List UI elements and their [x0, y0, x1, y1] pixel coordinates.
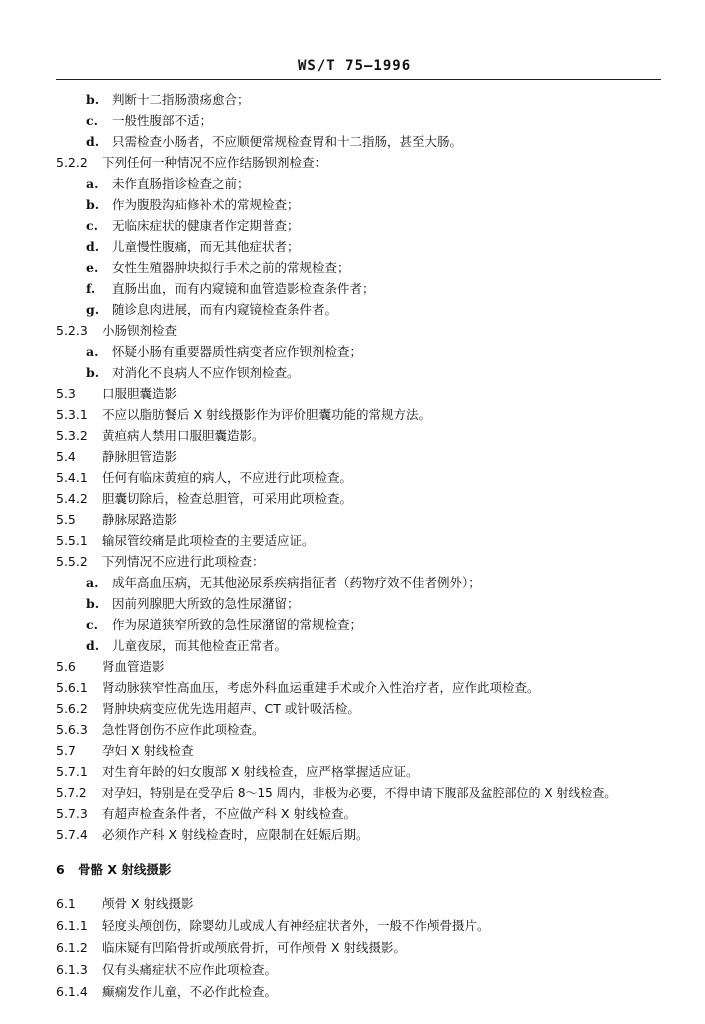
clause: 5.7.1 对生育年龄的妇女腹部 X 射线检查，应严格掌握适应证。 [56, 764, 419, 779]
list-item: d. 儿童慢性腹痛，而无其他症状者； [86, 239, 300, 254]
list-item: a. 成年高血压病，无其他泌尿系疾病指征者（药物疗效不佳者例外）； [86, 575, 481, 590]
clause: 5.4.2 胆囊切除后，检查总胆管，可采用此项检查。 [56, 491, 353, 506]
list-item: b. 判断十二指肠溃疡愈合； [86, 92, 250, 107]
list-item: a. 怀疑小肠有重要器质性病变者应作钡剂检查； [86, 344, 363, 359]
list-item: g. 随诊息肉进展，而有内窥镜检查条件者。 [86, 302, 338, 317]
clause: 5.6.1 肾动脉狭窄性高血压，考虑外科血运重建手术或介入性治疗者，应作此项检查。 [56, 680, 540, 695]
section-heading: 5.6 肾血管造影 [56, 659, 165, 674]
clause: 6.1.1 轻度头颅创伤，除婴幼儿或成人有神经症状者外，一般不作颅骨摄片。 [56, 918, 490, 933]
clause: 6.1.2 临床疑有凹陷骨折或颅底骨折，可作颅骨 X 射线摄影。 [56, 940, 407, 955]
clause: 5.3.1 不应以脂肪餐后 X 射线摄影作为评价胆囊功能的常规方法。 [56, 407, 432, 422]
section-heading: 6.1 颅骨 X 射线摄影 [56, 896, 194, 911]
list-item: c. 作为尿道狭窄所致的急性尿潴留的常规检查； [86, 617, 363, 632]
clause: 5.7.3 有超声检查条件者，不应做产科 X 射线检查。 [56, 806, 357, 821]
clause: 5.5.1 输尿管绞痛是此项检查的主要适应证。 [56, 533, 315, 548]
list-item: e. 女性生殖器肿块拟行手术之前的常规检查； [86, 260, 350, 275]
clause: 5.3.2 黄疸病人禁用口服胆囊造影。 [56, 428, 265, 443]
clause: 5.5.2 下列情况不应进行此项检查： [56, 554, 265, 569]
clause: 5.2.3 小肠钡剂检查 [56, 323, 178, 338]
clause: 5.7.4 必须作产科 X 射线检查时，应限制在妊娠后期。 [56, 827, 369, 842]
list-item: f. 直肠出血，而有内窥镜和血管造影检查条件者； [86, 281, 375, 296]
standard-code-header: WS/T 75—1996 [298, 58, 412, 74]
section-heading: 5.3 口服胆囊造影 [56, 386, 178, 401]
section-heading: 5.7 孕妇 X 射线检查 [56, 743, 194, 758]
list-item: d. 只需检查小肠者，不应顺便常规检查胃和十二指肠，甚至大肠。 [86, 134, 463, 149]
clause: 5.2.2 下列任何一种情况不应作结肠钡剂检查： [56, 155, 328, 170]
list-item: c. 一般性腹部不适； [86, 113, 213, 128]
clause: 5.6.3 急性肾创伤不应作此项检查。 [56, 722, 265, 737]
clause: 5.6.2 肾肿块病变应优先选用超声、CT 或针吸活检。 [56, 701, 360, 716]
list-item: b. 作为腹股沟疝修补术的常规检查； [86, 197, 300, 212]
list-item: a. 未作直肠指诊检查之前； [86, 176, 250, 191]
clause: 5.4.1 任何有临床黄疸的病人，不应进行此项检查。 [56, 470, 353, 485]
chapter-heading: 6 骨骼 X 射线摄影 [56, 862, 172, 877]
list-item: b. 因前列腺肥大所致的急性尿潴留； [86, 596, 300, 611]
header-rule [56, 79, 661, 80]
section-heading: 5.4 静脉胆管造影 [56, 449, 178, 464]
clause: 6.1.3 仅有头痛症状不应作此项检查。 [56, 962, 278, 977]
list-item: d. 儿童夜尿，而其他检查正常者。 [86, 638, 288, 653]
clause: 5.7.2 对孕妇，特别是在受孕后 8～15 周内，非极为必要，不得申请下腹部及盆腔部位的 X 射线检查。 [56, 786, 617, 800]
section-heading: 5.5 静脉尿路造影 [56, 512, 178, 527]
list-item: c. 无临床症状的健康者作定期普查； [86, 218, 300, 233]
list-item: b. 对消化不良病人不应作钡剂检查。 [86, 365, 300, 380]
clause: 6.1.4 癫痫发作儿童，不必作此检查。 [56, 984, 278, 999]
